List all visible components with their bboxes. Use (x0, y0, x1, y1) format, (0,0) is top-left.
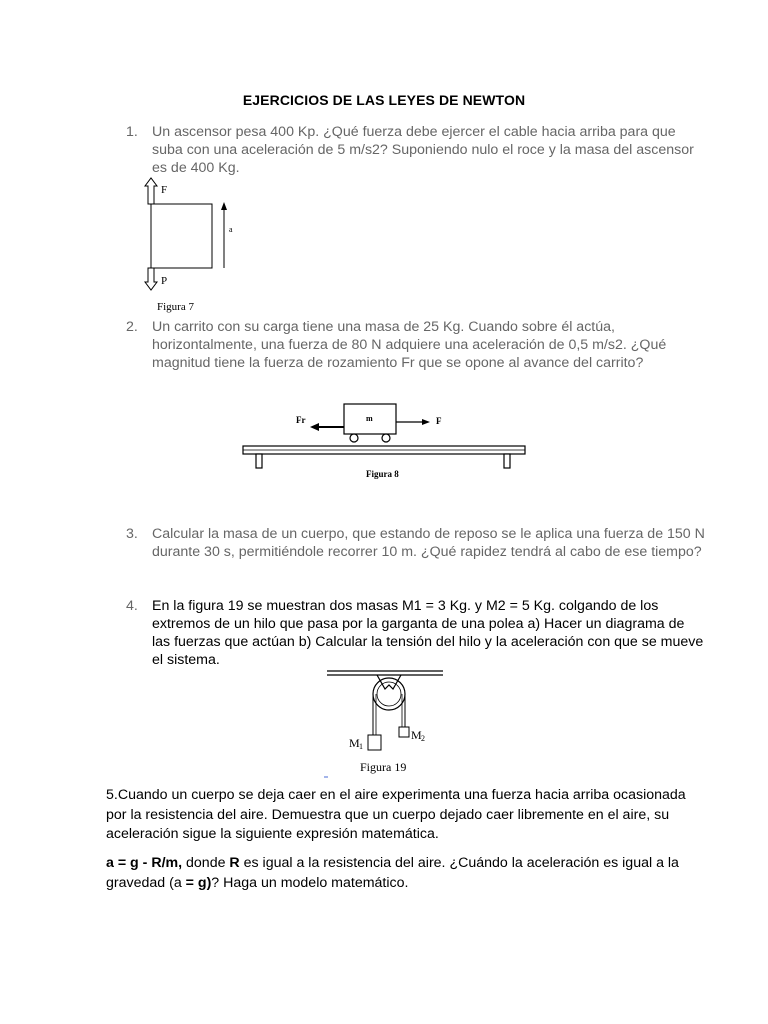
label-m2: M (411, 728, 422, 742)
track-leg (504, 454, 510, 468)
exercise-number: 1. (126, 124, 138, 140)
track-leg (256, 454, 262, 468)
figure-8-cart-diagram (240, 400, 530, 485)
label-m1-subscript: 1 (359, 742, 363, 751)
force-f-arrow (145, 178, 157, 204)
cart-wheel (350, 434, 358, 442)
label-p: P (161, 275, 168, 287)
equation: = g) (185, 874, 212, 891)
mass-m1 (368, 735, 381, 750)
cart-wheel (382, 434, 390, 442)
pulley-wheel (373, 678, 405, 710)
figure-19-pulley-diagram (325, 667, 445, 782)
figure-8-caption: Figura 8 (366, 469, 399, 479)
exercise-1 (126, 123, 706, 177)
text: es igual a la resistencia del aire. ¿Cuándo la aceleración es igual a la gravedad (a (106, 855, 679, 891)
exercise-number: 2. (126, 319, 138, 335)
elevator-box (151, 204, 212, 268)
figure-19-caption: Figura 19 (360, 760, 407, 774)
figure-7-caption: Figura 7 (157, 301, 194, 313)
label-m1: M (349, 736, 360, 750)
exercise-5-paragraph: 5.Cuando un cuerpo se deja caer en el aire experimenta una fuerza hacia arriba ocasionada por la resistencia del aire. Demuestra que un cuerpo dejado caer libremente en el aire, su aceleración sigue la siguiente expresión matemática. (106, 787, 686, 842)
variable-r: R (229, 855, 240, 871)
friction-arrow (310, 423, 319, 431)
exercise-2 (126, 318, 706, 372)
label-a: a (229, 225, 233, 234)
exercise-5-formula-paragraph (106, 854, 706, 893)
exercise-number: 4. (126, 598, 138, 614)
text: ? Haga un modelo matemático. (211, 874, 409, 891)
exercise-4 (126, 597, 706, 669)
exercise-text: En la figura 19 se muestran dos masas M1 = 3 Kg. y M2 = 5 Kg. colgando de los extremos de un hilo que pasa por la garganta de una polea a) Hacer un diagrama de las fuerzas que actúan b) Calcular la tensión del hilo y la aceleración con que se mueve el sistema. (152, 598, 704, 668)
force-f-arrow (422, 419, 430, 425)
page-title: EJERCICIOS DE LAS LEYES DE NEWTON (242, 92, 526, 108)
label-f: F (436, 416, 442, 426)
exercise-text: Un carrito con su carga tiene una masa de 25 Kg. Cuando sobre él actúa, horizontalmente, una fuerza de 80 N adquiere una aceleración de 0,5 m/s2. ¿Qué magnitud tiene la fuerza de rozamiento Fr que se opone al avance del carrito? (152, 319, 667, 371)
mass-m2 (399, 727, 409, 737)
label-m2-subscript: 2 (421, 734, 425, 743)
exercise-text: Un ascensor pesa 400 Kp. ¿Qué fuerza debe ejercer el cable hacia arriba para que suba con una aceleración de 5 m/s2? Suponiendo nulo el roce y la masa del ascensor es de 400 Kg. (152, 124, 694, 176)
label-fr: Fr (296, 415, 306, 425)
label-f: F (161, 184, 168, 196)
exercise-3 (126, 525, 706, 561)
exercise-text: Calcular la masa de un cuerpo, que estando de reposo se le aplica una fuerza de 150 N durante 30 s, permitiéndole recorrer 10 m. ¿Qué rapidez tendrá al cabo de ese tiempo? (152, 526, 705, 560)
formula: a = g - R/m, (106, 855, 183, 871)
acceleration-arrow (221, 202, 227, 210)
weight-p-arrow (145, 268, 157, 290)
text: donde (182, 855, 230, 871)
figure-7-elevator-diagram (140, 176, 250, 316)
exercise-number: 3. (126, 526, 138, 542)
label-m: m (366, 414, 373, 423)
